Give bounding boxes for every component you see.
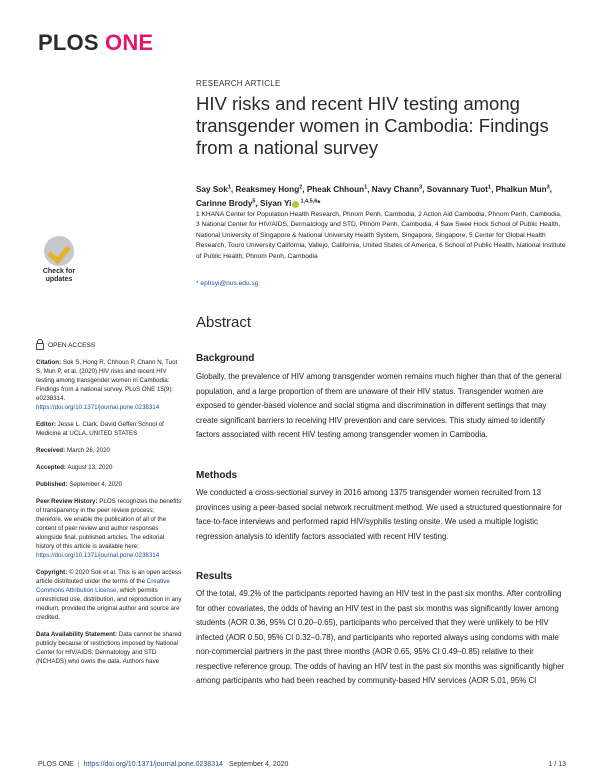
methods-heading: Methods — [196, 470, 238, 481]
check-mark-icon — [44, 236, 74, 266]
open-access-label: OPEN ACCESS — [36, 340, 182, 350]
sidebar — [36, 340, 182, 674]
peer-review-history: Peer Review History: PLOS recognizes the benefits of transparency in the peer review process; therefore, we enable the publication of all of the content of peer review and author responses alongside final, published articles. The editorial history of this article is available here: https://doi.org/10.1371/journal.pone.0238314 — [36, 498, 182, 559]
background-heading: Background — [196, 353, 255, 364]
author[interactable]: Phalkun Mun$^3$, — [495, 184, 552, 194]
accepted-date: Accepted: August 13, 2020 — [36, 464, 113, 471]
open-lock-icon — [36, 343, 44, 350]
author[interactable]: Reaksmey Hong$^2$, — [235, 184, 307, 194]
data-availability: Data Availability Statement: Data cannot be shared publicly because of restrictions imposed by National Center for HIV/AIDS, Dermatology and STD (NCHADS) who owns the data. Authors have — [36, 631, 182, 665]
editor: Editor: Jesse L. Clark, David Geffen School of Medicine at UCLA, UNITED STATES — [36, 421, 164, 437]
corresponding-email[interactable]: * ephsyi@nus.edu.sg — [196, 280, 259, 287]
orcid-icon[interactable] — [292, 201, 299, 208]
author[interactable]: Sovannary Tuot$^1$, — [426, 184, 496, 194]
abstract-heading: Abstract — [196, 314, 252, 331]
logo-plos: PLOS — [38, 30, 99, 55]
received-date: Received: March 26, 2020 — [36, 447, 110, 454]
page-number: 1 / 13 — [548, 761, 566, 768]
license-link[interactable]: Creative Commons Attribution License — [36, 578, 170, 594]
footer-doi-link[interactable]: https://doi.org/10.1371/journal.pone.0238314 — [83, 761, 223, 768]
page-footer: PLOS ONE | https://doi.org/10.1371/journal.pone.0238314 September 4, 2020 1 / 13 — [38, 761, 566, 768]
logo-one: ONE — [105, 30, 154, 55]
article-type: RESEARCH ARTICLE — [196, 79, 281, 88]
affiliations: 1 KHANA Center for Population Health Research, Phnom Penh, Cambodia, 2 Action Aid Cambodia, Phnom Penh, Cambodia, 3 National Center for HIV/AIDS, Dermatology and STD, Phnom Penh, Cambodia, 4 Saw Swee Hock School of Public Health, National University of Singapore & National University Health System, Singapore, Singapore, 5 Center for Global Health Research, Touro University California, Vallejo, California, United States of America, 6 School of Public Health, National Institute of Public Health, Phnom Penh, Cambodia — [196, 211, 566, 260]
results-heading: Results — [196, 571, 233, 582]
citation-doi-link[interactable]: https://doi.org/10.1371/journal.pone.0238314 — [36, 404, 160, 411]
copyright: Copyright: © 2020 Sok et al. This is an open access article distributed under the terms of the Creative Commons Attribution License, which permits unrestricted use, distribution, and reproduction in any medium, provided the original author and source are credited. — [36, 569, 182, 621]
author[interactable]: Carinne Brody$^5$, — [196, 198, 261, 209]
footer-journal: PLOS ONE — [38, 761, 74, 768]
badge-line1: Check for — [42, 268, 76, 275]
corresponding-mark: * — [317, 199, 321, 209]
results-text: Of the total, 49.2% of the participants reported having an HIV test in the past six months. After controlling for other covariates, the odds of having an HIV test in the past six months was significantly lower among students (AOR 0.36, 95% CI 0.20–0.65), participants who perceived that they were unlikely to be HIV infected (AOR 0.50, 95% CI 0.32–0.78), and participants who reported always using condoms with male non-commercial partners in the past three months (AOR 0.65, 95% CI 0.49–0.85) relative to their respective reference group. The odds of having an HIV test in the past six months was significantly higher among participants who had been reached by community-based HIV services (AOR 5.01, 95% CI — [196, 589, 565, 685]
author-list — [196, 181, 566, 210]
footer-date: September 4, 2020 — [228, 761, 289, 768]
background-text: Globally, the prevalence of HIV among transgender women remains much higher than that of the general population, and a large proportion of them are unaware of their HIV status. Transgender women are exposed to gender-based violence and social stigma and discrimination in different settings that may create significant barriers to receiving HIV prevention and care services. This study aimed to identify factors associated with recent HIV testing among transgender women in Cambodia. — [196, 372, 562, 439]
journal-logo — [38, 30, 153, 56]
badge-line2: updates — [45, 276, 73, 283]
author[interactable]: Say Sok$^1$, — [196, 184, 236, 194]
author[interactable]: Navy Chann$^3$, — [371, 184, 427, 194]
citation: Citation: Sok S, Hong R, Chhoun P, Chann N, Tuot S, Mun P, et al. (2020) HIV risks and recent HIV testing among transgender women in Cambodia: Findings from a national survey. PLoS ONE 15(9): e0238314. https://doi.org/10.1371/journal.pone.0238314 — [36, 359, 178, 411]
peer-review-link[interactable]: https://doi.org/10.1371/journal.pone.0238314 — [36, 552, 160, 559]
author[interactable]: Siyan Yi $^{1,4,5,6}$* — [260, 198, 321, 209]
methods-text: We conducted a cross-sectional survey in 2016 among 1375 transgender women recruited from 13 provinces using a peer-based social network recruitment method. We used a structured questionnaire for face-to-face interviews and performed rapid HIV/syphilis testing onsite. We used a multiple logistic regression analysis to identify factors associated with recent HIV testing. — [196, 488, 563, 541]
published-date: Published: September 4, 2020 — [36, 481, 123, 488]
author[interactable]: Pheak Chhoun$^1$, — [306, 184, 372, 194]
check-for-updates-badge[interactable] — [38, 236, 80, 284]
article-title: HIV risks and recent HIV testing among transgender women in Cambodia: Findings from a national survey — [196, 93, 549, 158]
